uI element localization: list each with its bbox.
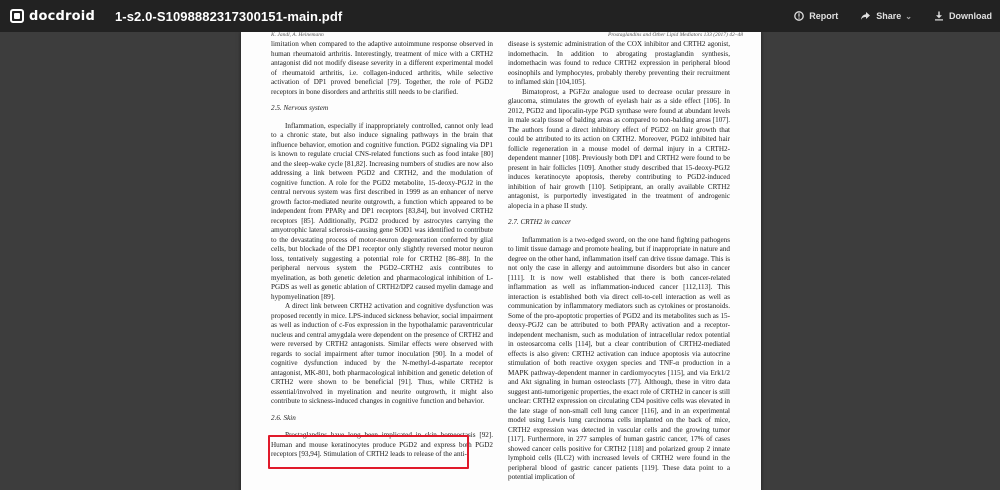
report-label: Report — [809, 11, 839, 21]
paragraph: A direct link between CRTH2 activation and cognitive dysfunction was proposed recently in mice. LPS-induced sickness behavior, social impairment as well as induction of c-Fos expression in the hypothalamic paraventricular nucleus and central amygdala were dependent on the presence of CRTH2 and were reversed by CRTH2 antagonists. Similar effects were observed with regards to social impairment after tumor inoculation [90]. In a model of cognitive dysfunction induced by the N-methyl-d-aspartate receptor antagonist, MK-801, both pharmacological inhibition and genetic deletion of CRTH2 were shown to be beneficial [91]. Thus, while CRTH2 is essential/involved in myelination and neurite outgrowth, it might also contribute to sickness-induced changes in cognitive function and behavior. — [271, 302, 493, 405]
chevron-down-icon: ⌄ — [905, 11, 912, 21]
running-head-right: Prostaglandins and Other Lipid Mediators 133 (2017) 42–48 — [607, 32, 743, 38]
paragraph: Bimatoprost, a PGF2α analogue used to decrease ocular pressure in glaucoma, stimulates the growth of eyelash hair as a side effect [106]. In 2012, PGD2 and lipocalin-type PGD synthase were found at abundant levels in male scalp tissue of balding areas as compared to non-balding areas [107]. The authors found a direct inhibitory effect of PGD2 on hair growth that could be attributed to its action on CRTH2. Moreover, PGD2 inhibited hair follicle regeneration in a mouse model of dermal injury in a CRTH2-dependent manner [108]. Previously both DP1 and CRTH2 were found to be present in hair follicles [109]. Another study described that 15-deoxy-PGJ2 induces keratinocyte apoptosis, thereby contributing to PGD2-induced inhibition of hair growth [110]. Setipiprant, an orally available CRTH2 antagonist, is purportedly investigated in the treatment of androgenic alopecia in a phase II study. — [508, 87, 730, 210]
top-toolbar — [0, 0, 1000, 32]
share-label: Share — [876, 11, 902, 21]
report-button[interactable] — [794, 11, 838, 21]
document-title: 1-s2.0-S1098882317300151-main.pdf — [114, 8, 343, 24]
docdroid-logo-icon — [10, 9, 24, 23]
logo-text: docdroid — [29, 8, 95, 24]
running-head-left: K. Jandl, A. Heinemann — [271, 32, 324, 38]
paragraph: Prostaglandins have long been implicated in skin homeostasis [92]. Human and mouse keratinocytes produce PGD2 and express both PGD2 receptors [93,94]. Stimulation of CRTH2 leads to release of the anti- — [271, 431, 493, 458]
paragraph: disease is systemic administration of the COX inhibitor and CRTH2 agonist, indomethacin. In addition to abrogating prostaglandin synthesis, indomethacin was found to reduce CRTH2 expression in peripheral blood eosinophils and lymphocytes, probably thereby preventing their recruitment to inflamed skin [104,105]. — [508, 40, 730, 86]
docdroid-logo[interactable] — [10, 9, 95, 24]
left-column — [271, 40, 493, 460]
pdf-page — [241, 32, 761, 490]
toolbar-actions — [772, 0, 992, 32]
document-viewer[interactable] — [0, 32, 1000, 490]
section-heading-skin: 2.6. Skin — [271, 413, 296, 422]
section-heading-nervous-system: 2.5. Nervous system — [271, 104, 329, 112]
right-column — [508, 40, 730, 483]
download-icon — [934, 11, 944, 21]
share-icon — [860, 11, 871, 21]
paragraph: Inflammation is a two-edged sword, on the one hand fighting pathogens to limit tissue damage and promote healing, but if inappropriate in nature and degree on the other hand, inflammation itself can drive tissue damage. This is not only the case in allergy and autoimmune disorders but also in cancer [111]. It is now well established that there is both cancer-related inflammation as well as inflammation-induced cancer [112,113]. This interaction is established both via direct cell-to-cell interaction as well as communication by inflammatory mediators such as cytokines or prostanoids. Some of the pro-apoptotic properties of PGD2 and its metabolites such as 15-deoxy-PGJ2 can be attributed to both PPARγ activation and a receptor-independent mechanism, such as modulation of intracellular redox potential in osteosarcoma cells [114], but a clear contribution of CRTH2-mediated effects is also given: CRTH2 activation can induce apoptosis via autocrine stimulation of both reactive oxygen species and TNF-α production in a MAPK pathway-dependent manner in cardiomyocytes [115], and via Erk1/2 and Akt signaling in human osteoclasts [77]. Although, these in vitro data suggest anti-tumorigenic properties, the exact role of CRTH2 in cancer is still unclear: CRTH2 expression on circulating CD4 positive cells was elevated in the late stage of non-small cell lung cancer [116], and in an experimental model using Lewis lung carcinoma cells implanted on the back of mice, CRTH2 expression was detected in vascular cells and the growing tumor [117]. Furthermore, in 277 samples of human gastric cancer, 17% of cases showed cancer cells positive for CRTH2 [118] and polarized group 2 innate lymphoid cells (ILC2) with increased levels of CRTH2 were found in the peripheral blood of gastric cancer patients [119]. These data point to a potential implication of — [508, 235, 730, 481]
section-heading-cancer: 2.7. CRTH2 in cancer — [508, 218, 571, 226]
annotation-highlight-box — [268, 435, 469, 469]
report-icon — [794, 11, 804, 21]
paragraph: limitation when compared to the adaptive autoimmune response observed in human rheumatoid arthritis. Interestingly, treatment of mice with a CRTH2 antagonist did not modify disease severity in a different experimental model of rheumatoid arthritis, i.e. collagen-induced arthritis, while selective activation of DP1 proved beneficial [79]. Together, the role of PGD2 receptors in bone disorders and arthritis still needs to be clarified. — [271, 40, 493, 96]
paragraph: Inflammation, especially if inappropriately controlled, cannot only lead to a chronic state, but also induce signaling pathways in the brain that influence behavior, emotion and cognitive function. PGD2 signaling via DP1 is known to regulate crucial CNS-related functions such as food intake [80] and the sleep-wake cycle [81,82]. Increasing numbers of studies are now also addressing a link between PGD2 and CRTH2, and the modulation of cognitive function. A role for the PGD2 metabolite, 15-deoxy-PGJ2 in the central nervous system was first described in 1999 as an enhancer of nerve growth factor-mediated neurite outgrowth, a function which appeared to be independent from PPARγ and DP1 receptors [83,84], but involved CRTH2 receptors [85]. Additionally, PGD2 produced by astrocytes carrying the amyotrophic lateral sclerosis-causing gene SOD1 was identified to contribute to the devastating process of motor-neuron degeneration conferred by glial cells, but blockade of the DP1 receptor only slightly reversed motor neuron loss, tentatively suggesting a potential role for CRTH2 [86–88]. In the peripheral nervous system the PGD2–CRTH2 axis contributes to myelination, as both genetic deletion and pharmacological inhibition of L-PGDS as well as genetic ablation of CRTH2/DP2 caused myelin damage and hypomyelination [89]. — [271, 121, 493, 301]
download-label: Download — [949, 11, 992, 21]
download-button[interactable] — [934, 11, 992, 21]
share-button[interactable] — [860, 11, 912, 21]
